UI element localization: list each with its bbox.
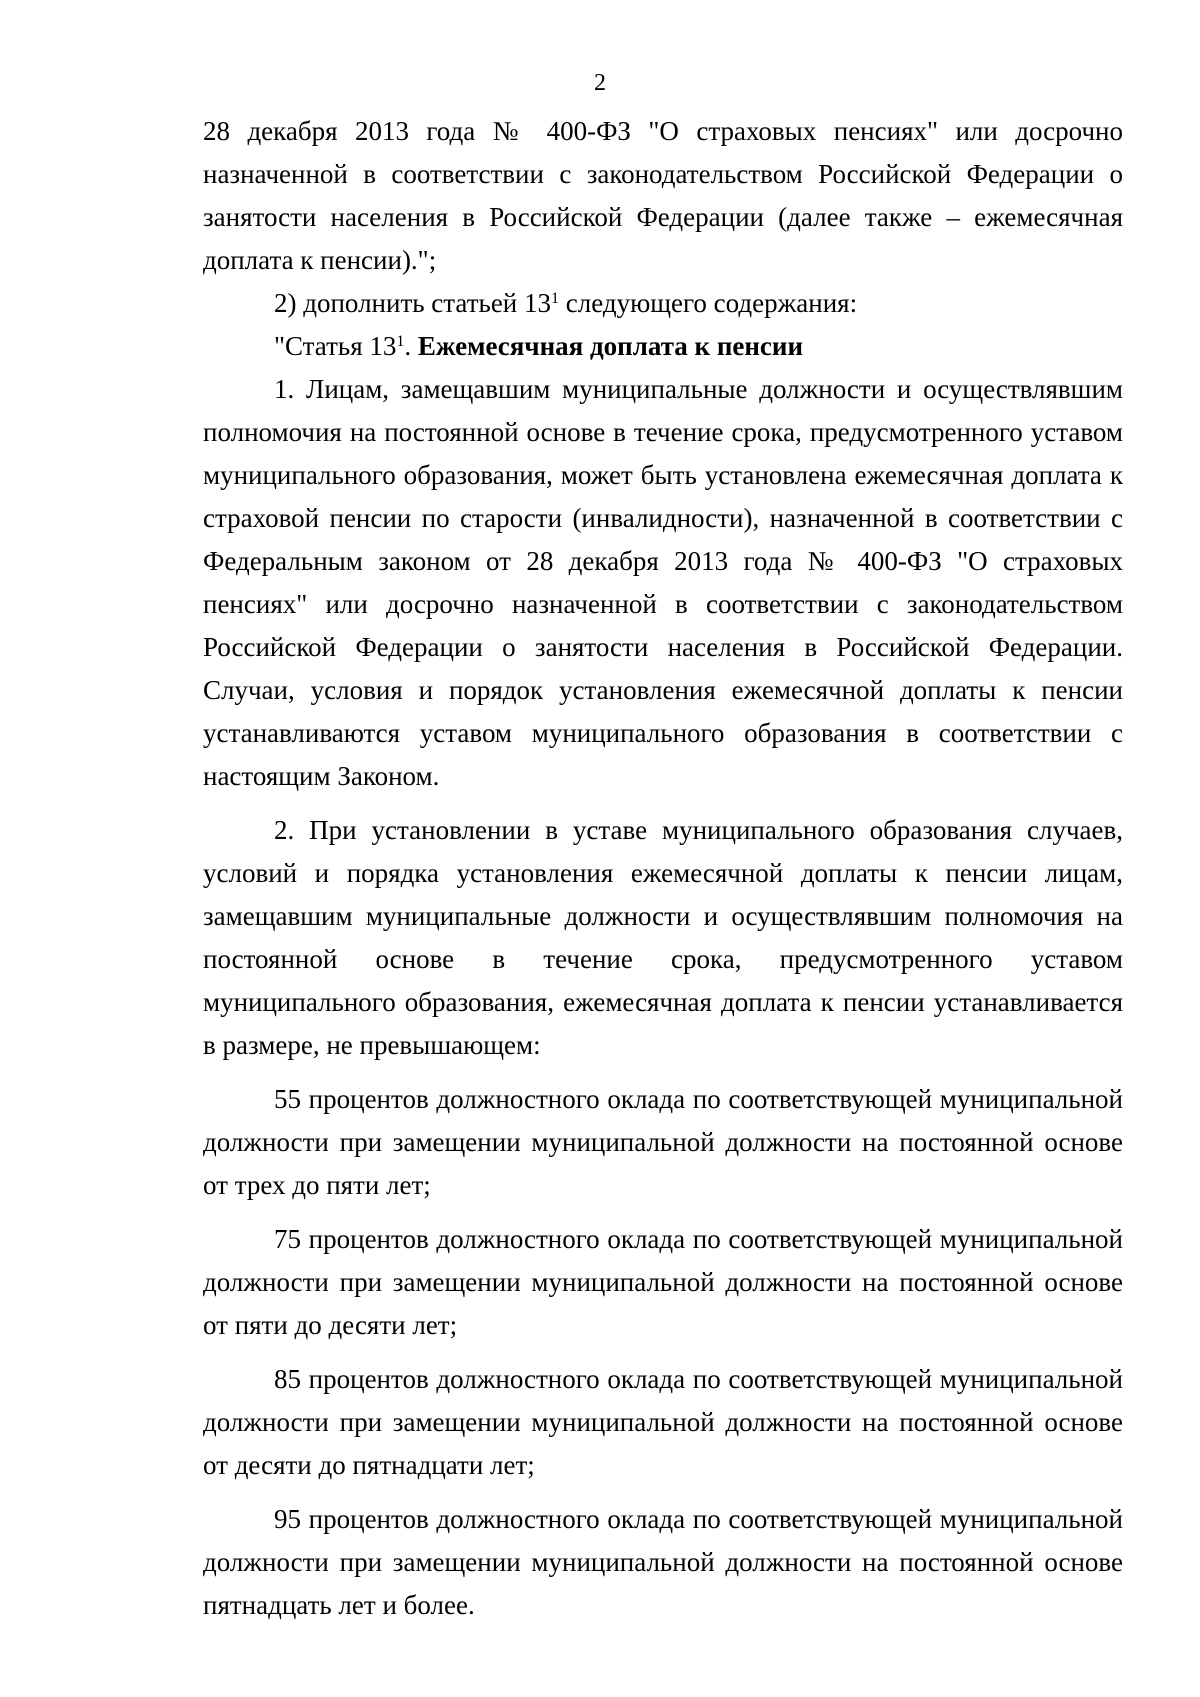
amendment-item-2 (203, 282, 1123, 325)
article-point-1: 1. Лицам, замещавшим муниципальные должности и осуществлявшим полномочия на постоянной основе в течение срока, предусмотренного уставом муниципального образования, может быть установлена ежемесячная доплата к страховой пенсии по старости (инвалидности), назначенной в соответствии с Федеральным законом от 28 декабря 2013 года № 400-ФЗ "О страховых пенсиях" или досрочно назначенной в соответствии с законодательством Российской Федерации о занятости населения в Российской Федерации. Случаи, условия и порядок установления ежемесячной доплаты к пенсии устанавливаются уставом муниципального образования в соответствии с настоящим Законом. (203, 374, 1123, 791)
article-number-dot: . (404, 331, 418, 361)
amendment-item-2-tail: следующего содержания: (559, 288, 858, 318)
article-number: "Статья 13 (274, 331, 397, 361)
rate-item: 95 процентов должностного оклада по соответствующей муниципальной должности при замещении муниципальной должности на постоянной основе пятнадцать лет и более. (203, 1504, 1123, 1620)
rate-item: 75 процентов должностного оклада по соответствующей муниципальной должности при замещении муниципальной должности на постоянной основе от пяти до десяти лет; (203, 1224, 1123, 1340)
paragraph-continuation: 28 декабря 2013 года № 400-ФЗ "О страховых пенсиях" или досрочно назначенной в соответствии с законодательством Российской Федерации о занятости населения в Российской Федерации (далее также – ежемесячная доплата к пенсии)."; (203, 116, 1123, 275)
superscript: 1 (396, 333, 405, 350)
article-heading (203, 325, 1123, 368)
page-number: 2 (594, 70, 606, 96)
rate-item: 55 процентов должностного оклада по соответствующей муниципальной должности при замещении муниципальной должности на постоянной основе от трех до пяти лет; (203, 1084, 1123, 1200)
rate-item: 85 процентов должностного оклада по соответствующей муниципальной должности при замещении муниципальной должности на постоянной основе от десяти до пятнадцати лет; (203, 1364, 1123, 1480)
document-body (203, 110, 1123, 1627)
amendment-item-2-text: 2) дополнить статьей 13 (274, 288, 552, 318)
article-point-2: 2. При установлении в уставе муниципального образования случаев, условий и порядка установления ежемесячной доплаты к пенсии лицам, замещавшим муниципальные должности и осуществлявшим полномочия на постоянной основе в течение срока, предусмотренного уставом муниципального образования, ежемесячная доплата к пенсии устанавливается в размере, не превышающем: (203, 815, 1123, 1060)
superscript: 1 (551, 290, 560, 307)
article-title: Ежемесячная доплата к пенсии (417, 331, 804, 361)
